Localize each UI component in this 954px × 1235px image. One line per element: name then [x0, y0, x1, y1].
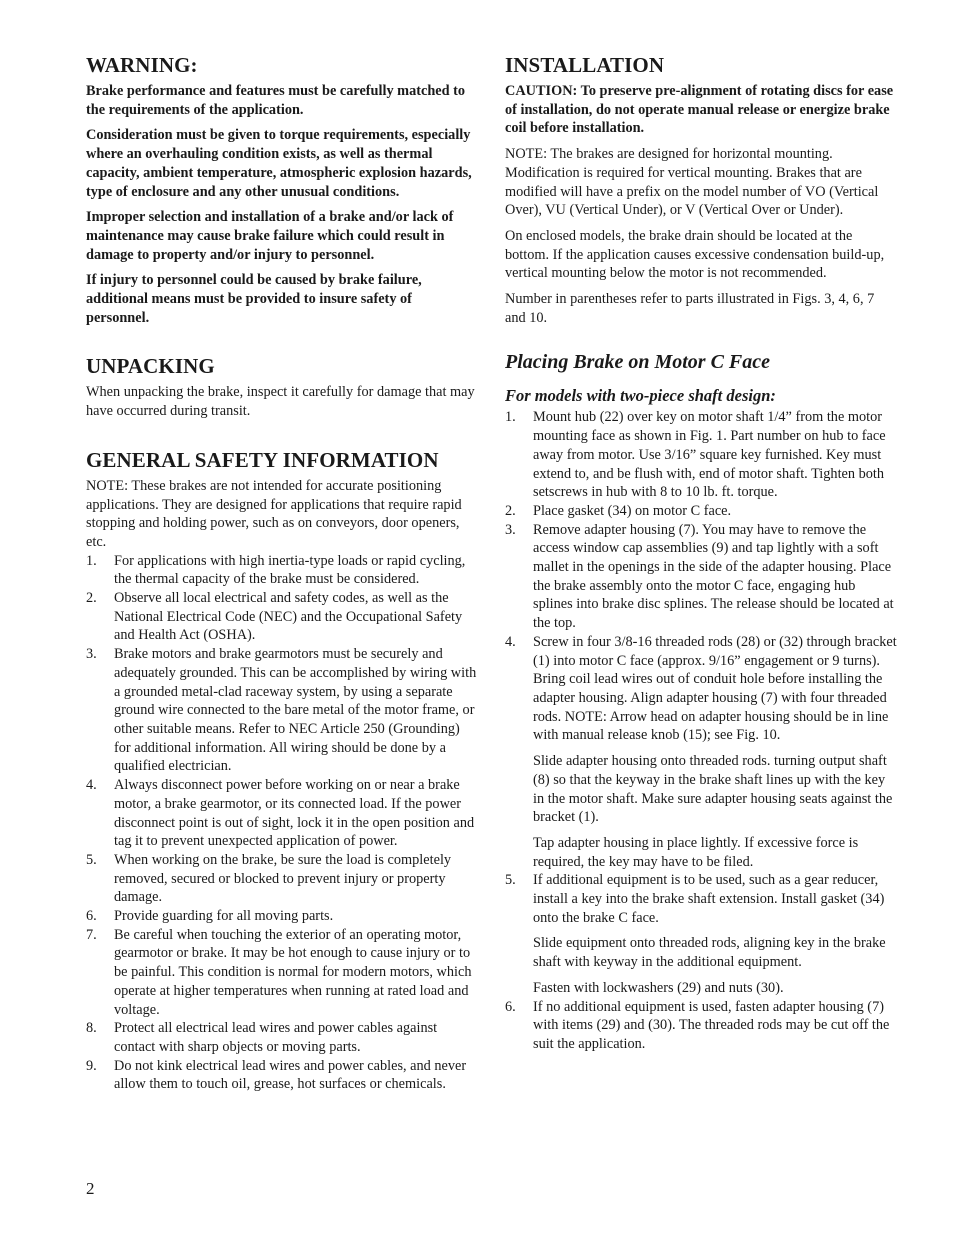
installation-heading: INSTALLATION	[505, 53, 665, 77]
list-item: 9. Do not kink electrical lead wires and power cables, and never allow them to touch oil, grease, hot surfaces or chemicals.	[86, 1057, 467, 1093]
list-item-continuation: Slide equipment onto threaded rods, aligning key in the brake shaft with keyway in the additional equipment.	[533, 935, 886, 971]
warning-paragraph: Consideration must be given to torque requirements, especially where an overhauling condition exists, as well as thermal capacity, ambient temperature, atmospheric explosion hazards, type of enclosure and any other unusual conditions.	[86, 127, 472, 200]
list-item: 1. For applications with high inertia-type loads or rapid cycling, the thermal capacity of the brake must be considered.	[86, 552, 466, 588]
installation-paragraph: On enclosed models, the brake drain should be located at the bottom. If the application causes excessive condensation build-up, vertical mounting below the motor is not recommended.	[505, 227, 885, 282]
right-column	[505, 52, 897, 1054]
warning-paragraph: If injury to personnel could be caused by brake failure, additional means must be provided to insure safety of personnel.	[86, 272, 422, 326]
installation-paragraph: NOTE: The brakes are designed for horizontal mounting. Modification is required for vertical mounting. Brakes that are modified will have a prefix on the model number of VO (Vertical Over), VU (Vertical Under), or V (Vertical Over or Under).	[505, 146, 879, 219]
list-item-continuation: Slide adapter housing onto threaded rods. turning output shaft (8) so that the keyway in the brake shaft lines up with the key in the motor shaft. Make sure adapter housing seats against the bracket (1).	[533, 753, 893, 826]
left-column	[86, 52, 478, 1094]
warning-paragraph: Brake performance and features must be carefully matched to the requirements of the application.	[86, 83, 466, 118]
unpacking-heading: UNPACKING	[86, 354, 215, 379]
list-item: 2. Place gasket (34) on motor C face.	[505, 502, 732, 519]
warning-paragraph: Improper selection and installation of a brake and/or lack of maintenance may cause brake failure which could result in damage to property and/or injury to personnel.	[86, 209, 454, 263]
safety-note: NOTE: These brakes are not intended for accurate positioning applications. They are designed for applications that require rapid stopping and holding power, such as on conveyors, door openers, etc.	[86, 477, 462, 550]
safety-heading: GENERAL SAFETY INFORMATION	[86, 447, 439, 472]
list-item: 2. Observe all local electrical and safety codes, as well as the National Electrical Code (NEC) and the Occupational Safety and Health Act (OSHA).	[86, 590, 463, 644]
list-item: 6. If no additional equipment is used, fasten adapter housing (7) with items (29) and (30). The threaded rods may be cut off the suit the application.	[505, 998, 890, 1052]
caution-text: CAUTION: To preserve pre-alignment of rotating discs for ease of installation, do not operate manual release or energize brake coil before installation.	[505, 83, 894, 137]
warning-heading: WARNING:	[86, 53, 198, 77]
list-item: 7. Be careful when touching the exterior of an operating motor, gearmotor or brake. It may be hot enough to cause injury or to be painful. This condition is normal for modern motors, which operate at higher temperatures when running at rated load and voltage.	[86, 926, 472, 1018]
list-item: 6. Provide guarding for all moving parts.	[86, 908, 334, 925]
list-item: 5. When working on the brake, be sure the load is completely removed, secured or blocked to prevent injury or property damage.	[86, 851, 452, 906]
placing-heading: Placing Brake on Motor C Face	[505, 351, 771, 374]
installation-paragraph: Number in parentheses refer to parts illustrated in Figs. 3, 4, 6, 7 and 10.	[505, 291, 875, 326]
list-item-continuation: Fasten with lockwashers (29) and nuts (30).	[533, 979, 784, 996]
list-item: 3. Brake motors and brake gearmotors must be securely and adequately grounded. This can be accomplished by wiring with a grounded metal-clad raceway system, by using a separate ground wire connected to the bare metal of the motor frame, or other suitable means. Refer to NEC Article 250 (Grounding) for additional information. All wiring should be done by a qualified electrician.	[86, 646, 477, 775]
list-item: 4. Always disconnect power before working on or near a brake motor, a brake gearmotor, or its connected load. If the power disconnect point is out of sight, lock it in the open position and tag it to prevent unexpected application of power.	[86, 777, 475, 850]
list-item: 3. Remove adapter housing (7). You may have to remove the access window cap assemblies (9) and tap lightly with a soft mallet in the openings in the side of the adapter housing. Place the brake assembly onto the motor C face, engaging hub splines into brake disc splines. The release should be located at the top.	[505, 521, 894, 632]
list-item: 8. Protect all electrical lead wires and power cables against contact with sharp objects or moving parts.	[86, 1020, 438, 1055]
placing-list	[505, 408, 897, 1053]
page-number: 2	[86, 1179, 95, 1198]
safety-list	[86, 552, 478, 1094]
unpacking-text: When unpacking the brake, inspect it carefully for damage that may have occurred during transit.	[86, 384, 475, 420]
list-item: 5. If additional equipment is to be used, such as a gear reducer, install a key into the brake shaft extension. Install gasket (34) onto the brake C face. Slide equipment onto threaded rods, aligning key in the brake shaft with keyway in the additional equipment. Fasten with lockwashers (29) and nuts (30).	[505, 871, 897, 997]
placing-subheading: For models with two-piece shaft design:	[505, 386, 776, 406]
list-item: 1. Mount hub (22) over key on motor shaft 1/4” from the motor mounting face as shown in Fig. 1. Part number on hub to face away from motor. Use 3/16” square key furnished. Key must extend to, and be flush with, end of motor shaft. Tighten both setscrews in hub with 8 to 10 lb. ft. torque.	[505, 409, 886, 501]
list-item: 4. Screw in four 3/8-16 threaded rods (28) or (32) through bracket (1) into motor C face (approx. 9/16” engagement or 9 turns). Bring coil lead wires out of conduit hole before installing the adapter housing. Align adapter housing (7) with four threaded rods. NOTE: Arrow head on adapter housing should be in line with manual release knob (15); see Fig. 10. Slide adapter housing onto threaded rods. turning output shaft (8) so that the keyway in the brake shaft lines up with the key in the motor shaft. Make sure adapter housing seats against the bracket (1). Tap adapter housing in place lightly. If excessive force is required, the key may have to be filed.	[505, 633, 897, 870]
list-item-continuation: Tap adapter housing in place lightly. If excessive force is required, the key may have to be filed.	[533, 834, 859, 870]
